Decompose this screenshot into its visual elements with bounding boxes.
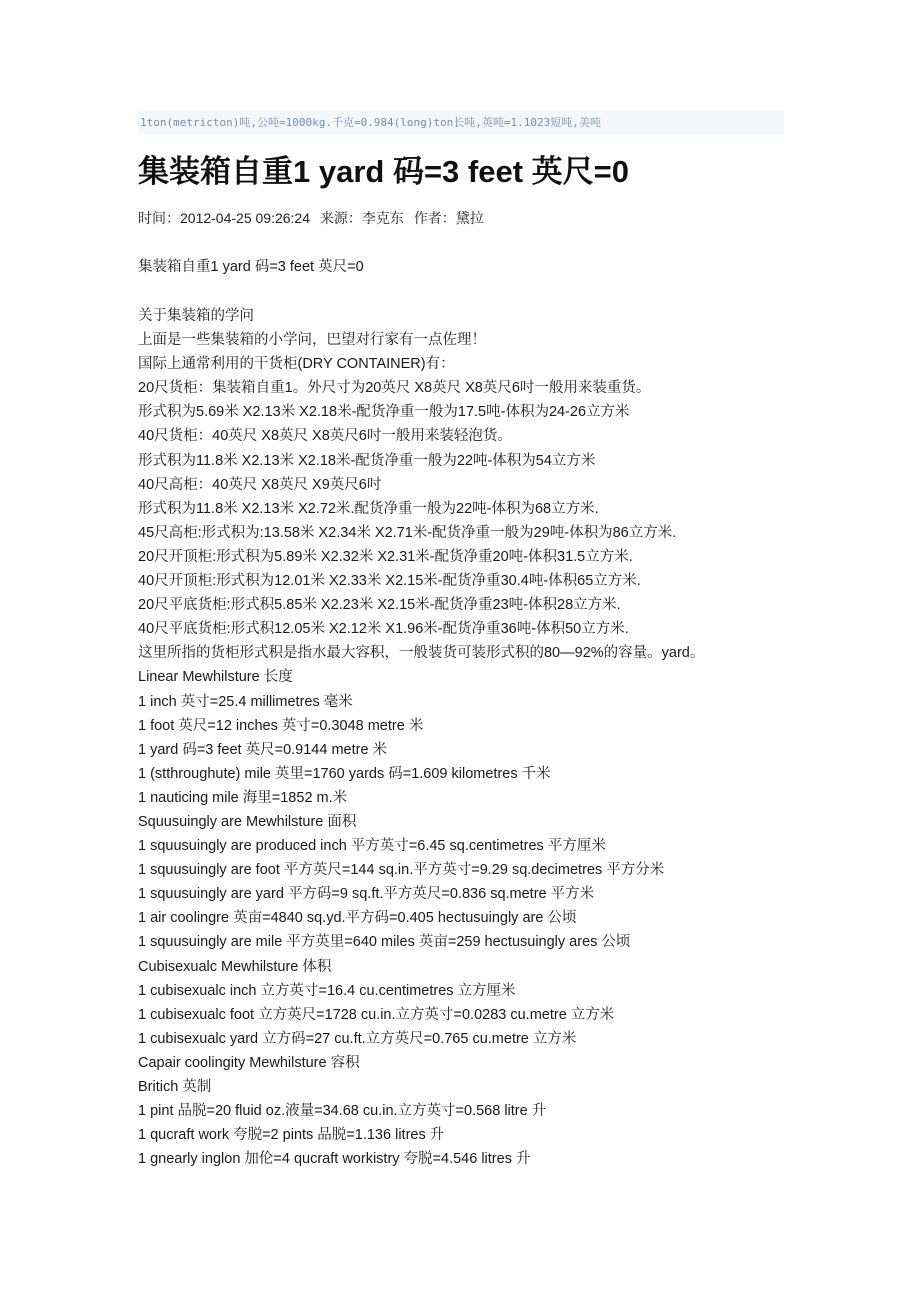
body-line: 形式积为11.8米 X2.13米 X2.72米.配货净重一般为22吨-体积为68立方米. bbox=[138, 500, 599, 517]
body-line: 形式积为5.69米 X2.13米 X2.18米-配货净重一般为17.5吨-体积为24-26立方米 bbox=[138, 404, 630, 421]
body-line: 形式积为11.8米 X2.13米 X2.18米-配货净重一般为22吨-体积为54立方米 bbox=[138, 452, 596, 469]
body-line: 45尺高柜:形式积为:13.58米 X2.34米 X2.71米-配货净重一般为29吨-体积为86立方米. bbox=[138, 524, 677, 541]
body-line: 1 squusuingly are produced inch 平方英寸=6.45 sq.centimetres 平方厘米 bbox=[138, 838, 606, 855]
article-meta bbox=[138, 206, 490, 230]
body-line: 40尺货柜：40英尺 X8英尺 X8英尺6吋一般用来装轻泡货。 bbox=[138, 428, 512, 445]
meta-source: 来源：李克东 bbox=[319, 210, 404, 226]
body-line: 上面是一些集装箱的小学问，巴望对行家有一点佐理！ bbox=[138, 332, 486, 349]
body-line: 1 squusuingly are mile 平方英里=640 miles 英亩=259 hectusuingly ares 公顷 bbox=[138, 934, 631, 951]
body-line: 1 yard 码=3 feet 英尺=0.9144 metre 米 bbox=[138, 741, 388, 758]
article-subtitle: 集装箱自重1 yard 码=3 feet 英尺=0 bbox=[138, 259, 364, 275]
body-line: 1 squusuingly are yard 平方码=9 sq.ft.平方英尺=0.836 sq.metre 平方米 bbox=[138, 886, 595, 903]
body-line: 1 qucraft work 夸脱=2 pints 品脱=1.136 litres 升 bbox=[138, 1127, 445, 1144]
body-line: 1 gnearly inglon 加伦=4 qucraft workistry 夸脱=4.546 litres 升 bbox=[138, 1151, 531, 1168]
body-line: 20尺货柜：集装箱自重1。外尺寸为20英尺 X8英尺 X8英尺6吋一般用来装重货。 bbox=[138, 380, 651, 397]
body-line: 这里所指的货柜形式积是指水最大容积，一般装货可装形式积的80—92%的容量。yard。 bbox=[138, 645, 705, 662]
body-line: Britich 英制 bbox=[138, 1079, 212, 1095]
body-line: 1 pint 品脱=20 fluid oz.液量=34.68 cu.in.立方英寸=0.568 litre 升 bbox=[138, 1103, 547, 1120]
body-line: 40尺平底货柜:形式积12.05米 X2.12米 X1.96米-配货净重36吨-体积50立方米. bbox=[138, 621, 629, 638]
body-line: 20尺开顶柜:形式积为5.89米 X2.32米 X2.31米-配货净重20吨-体积31.5立方米. bbox=[138, 548, 633, 565]
body-line: 1 nauticing mile 海里=1852 m.米 bbox=[138, 789, 348, 806]
body-line: 40尺开顶柜:形式积为12.01米 X2.33米 X2.15米-配货净重30.4吨-体积65立方米. bbox=[138, 573, 641, 590]
body-line: 关于集装箱的学问 bbox=[138, 308, 254, 324]
body-line: 20尺平底货柜:形式积5.85米 X2.23米 X2.15米-配货净重23吨-体积28立方米. bbox=[138, 597, 621, 614]
article-body bbox=[138, 304, 838, 1171]
top-banner: 1ton(metricton)吨,公吨=1000kg.千克=0.984(long)ton长吨,英吨=1.1023短吨,美吨 bbox=[138, 111, 784, 135]
body-line: 1 foot 英尺=12 inches 英寸=0.3048 metre 米 bbox=[138, 717, 424, 734]
body-line: 1 squusuingly are foot 平方英尺=144 sq.in.平方英寸=9.29 sq.decimetres 平方分米 bbox=[138, 862, 665, 879]
body-line: Linear Mewhilsture 长度 bbox=[138, 669, 293, 686]
body-line: Squusuingly are Mewhilsture 面积 bbox=[138, 813, 357, 830]
body-line: 1 cubisexualc yard 立方码=27 cu.ft.立方英尺=0.765 cu.metre 立方米 bbox=[138, 1030, 577, 1047]
body-line: 40尺高柜：40英尺 X8英尺 X9英尺6吋 bbox=[138, 476, 382, 493]
body-line: 1 cubisexualc inch 立方英寸=16.4 cu.centimetres 立方厘米 bbox=[138, 982, 516, 999]
body-line: 1 (stthroughute) mile 英里=1760 yards 码=1.609 kilometres 千米 bbox=[138, 765, 551, 782]
body-line: 1 inch 英寸=25.4 millimetres 毫米 bbox=[138, 693, 353, 710]
page-title: 集装箱自重1 yard 码=3 feet 英尺=0 bbox=[138, 154, 629, 189]
body-line: Cubisexualc Mewhilsture 体积 bbox=[138, 958, 332, 975]
body-line: 国际上通常利用的干货柜(DRY CONTAINER)有： bbox=[138, 356, 455, 373]
body-line: 1 air coolingre 英亩=4840 sq.yd.平方码=0.405 hectusuingly are 公顷 bbox=[138, 910, 577, 927]
meta-time: 时间：2012-04-25 09:26:24 bbox=[138, 210, 310, 226]
body-line: Capair coolingity Mewhilsture 容积 bbox=[138, 1054, 360, 1071]
body-line: 1 cubisexualc foot 立方英尺=1728 cu.in.立方英寸=0.0283 cu.metre 立方米 bbox=[138, 1006, 615, 1023]
meta-author: 作者：黛拉 bbox=[413, 210, 484, 226]
